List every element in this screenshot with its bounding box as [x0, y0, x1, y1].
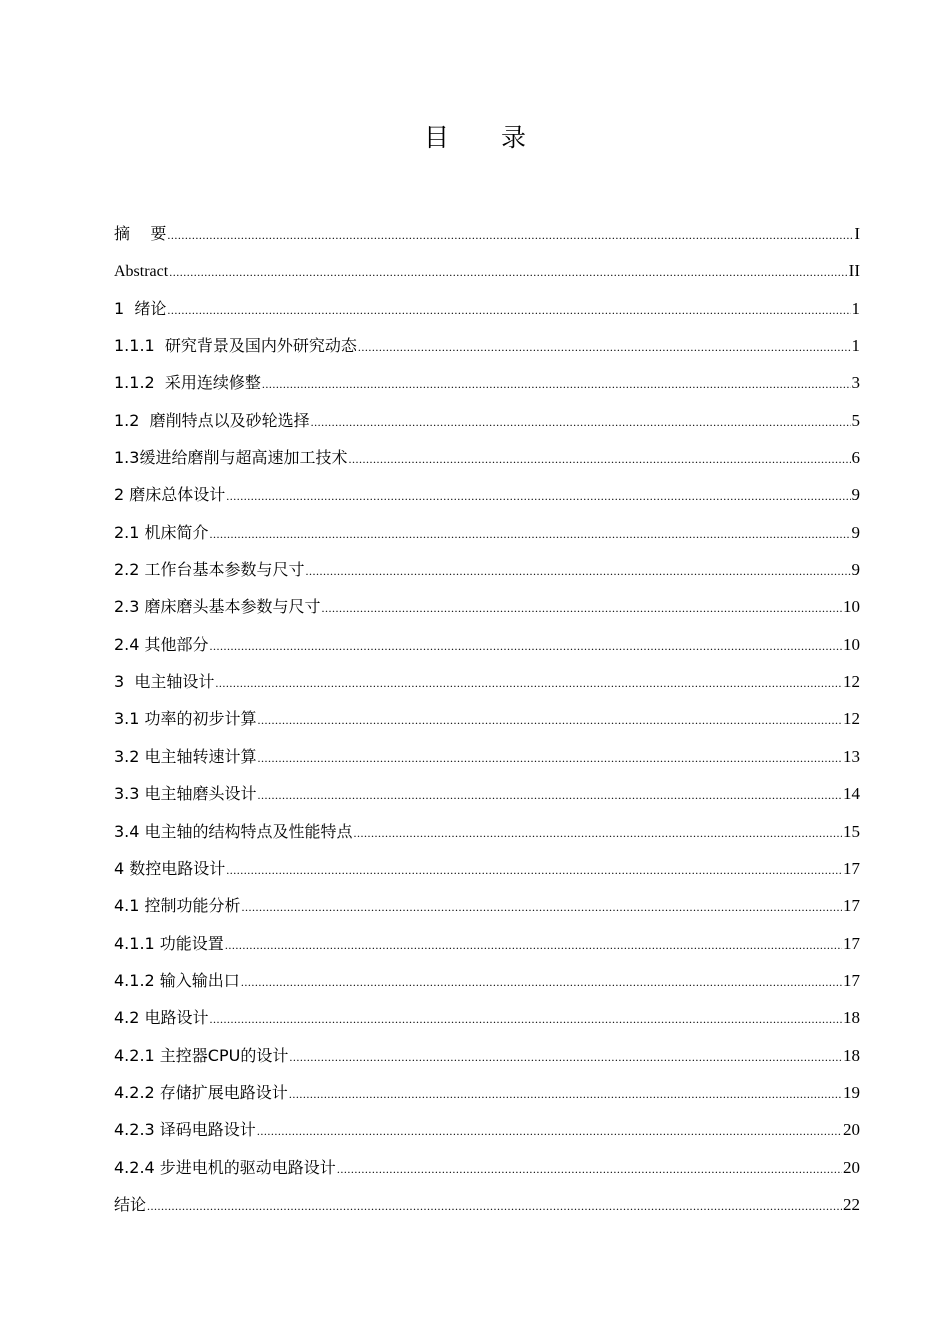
toc-entry[interactable]	[114, 1186, 860, 1223]
toc-entry-label: 2.1 机床简介	[114, 522, 209, 542]
toc-entry-page-number: 17	[843, 970, 860, 990]
toc-entry-label: 3.3 电主轴磨头设计	[114, 784, 257, 804]
toc-entry[interactable]	[114, 514, 860, 551]
toc-entry[interactable]	[114, 813, 860, 850]
toc-entry-label: 2.3 磨床磨头基本参数与尺寸	[114, 597, 321, 617]
table-of-contents	[114, 215, 860, 1223]
toc-entry-page-number: 5	[851, 410, 860, 430]
toc-dot-leader	[258, 740, 842, 777]
page-title: 目 录	[424, 123, 548, 152]
toc-entry-page-number: II	[848, 261, 860, 281]
toc-entry-page-number: 17	[843, 858, 860, 878]
toc-entry-page-number: 17	[843, 933, 860, 953]
toc-dot-leader	[289, 1076, 842, 1113]
toc-entry-page-number: 17	[843, 896, 860, 916]
toc-entry[interactable]	[114, 925, 860, 962]
toc-entry-label: 2.2 工作台基本参数与尺寸	[114, 560, 305, 580]
toc-dot-leader	[226, 852, 842, 889]
toc-entry-page-number: 15	[843, 821, 860, 841]
toc-entry-label: 3.1 功率的初步计算	[114, 709, 257, 729]
toc-dot-leader	[147, 1188, 842, 1225]
toc-dot-leader	[262, 366, 851, 403]
toc-entry[interactable]	[114, 962, 860, 999]
toc-entry[interactable]	[114, 887, 860, 924]
toc-entry[interactable]	[114, 700, 860, 737]
toc-entry-page-number: 9	[851, 522, 860, 542]
toc-entry-page-number: 10	[843, 597, 860, 617]
toc-entry-label: 4 数控电路设计	[114, 858, 226, 878]
toc-dot-leader	[210, 516, 851, 553]
toc-entry[interactable]	[114, 626, 860, 663]
toc-entry[interactable]	[114, 215, 860, 252]
toc-entry-label: Abstract	[114, 263, 169, 281]
toc-entry[interactable]	[114, 476, 860, 513]
toc-entry-page-number: 1	[851, 298, 860, 318]
toc-entry[interactable]	[114, 738, 860, 775]
toc-entry-label: 1.1.2 采用连续修整	[114, 373, 261, 393]
toc-entry-label: 摘 要	[114, 224, 167, 243]
toc-entry-label: 3 电主轴设计	[114, 672, 215, 692]
toc-entry-label: 结论	[114, 1194, 147, 1214]
toc-entry-page-number: 22	[843, 1194, 860, 1214]
toc-entry-page-number: 3	[851, 373, 860, 393]
toc-entry-page-number: 20	[843, 1120, 860, 1140]
toc-entry[interactable]	[114, 999, 860, 1036]
toc-dot-leader	[225, 927, 842, 964]
toc-dot-leader	[242, 889, 842, 926]
toc-entry[interactable]	[114, 402, 860, 439]
toc-entry-page-number: 9	[851, 560, 860, 580]
toc-dot-leader	[215, 665, 842, 702]
toc-entry[interactable]	[114, 775, 860, 812]
toc-dot-leader	[258, 777, 842, 814]
toc-dot-leader	[210, 628, 842, 665]
toc-entry[interactable]	[114, 327, 860, 364]
toc-entry-page-number: 13	[843, 746, 860, 766]
toc-dot-leader	[210, 1001, 842, 1038]
toc-entry-label: 3.2 电主轴转速计算	[114, 746, 257, 766]
toc-entry[interactable]	[114, 1111, 860, 1148]
toc-dot-leader	[306, 553, 851, 590]
toc-entry-page-number: 19	[843, 1082, 860, 1102]
toc-entry-page-number: 18	[843, 1008, 860, 1028]
toc-entry[interactable]	[114, 588, 860, 625]
toc-entry-label: 4.2.2 存储扩展电路设计	[114, 1082, 288, 1102]
toc-entry-page-number: 6	[851, 448, 860, 468]
toc-dot-leader	[167, 292, 850, 329]
toc-entry[interactable]	[114, 1037, 860, 1074]
toc-entry-label: 4.2.1 主控器CPU的设计	[114, 1045, 289, 1065]
toc-entry[interactable]	[114, 1149, 860, 1186]
toc-entry[interactable]	[114, 290, 860, 327]
toc-entry-label: 2.4 其他部分	[114, 634, 209, 654]
toc-dot-leader	[257, 1113, 842, 1150]
toc-entry-label: 4.1.2 输入输出口	[114, 970, 240, 990]
toc-dot-leader	[169, 254, 847, 291]
toc-entry-page-number: 18	[843, 1045, 860, 1065]
toc-entry-label: 2 磨床总体设计	[114, 485, 226, 505]
toc-entry[interactable]	[114, 252, 860, 289]
toc-dot-leader	[241, 964, 842, 1001]
toc-dot-leader	[167, 217, 853, 254]
toc-dot-leader	[258, 702, 842, 739]
toc-entry-label: 4.1.1 功能设置	[114, 933, 224, 953]
toc-entry-page-number: 1	[851, 336, 860, 356]
toc-entry-page-number: 12	[843, 709, 860, 729]
toc-dot-leader	[354, 815, 842, 852]
toc-entry-label: 4.1 控制功能分析	[114, 896, 241, 916]
toc-entry-label: 1.1.1 研究背景及国内外研究动态	[114, 336, 357, 356]
toc-dot-leader	[311, 404, 851, 441]
toc-entry-page-number: 14	[843, 784, 860, 804]
toc-dot-leader	[322, 590, 842, 627]
toc-entry-page-number: I	[854, 224, 860, 243]
toc-dot-leader	[226, 478, 850, 515]
toc-dot-leader	[289, 1039, 842, 1076]
toc-entry-label: 4.2.4 步进电机的驱动电路设计	[114, 1157, 336, 1177]
toc-entry-page-number: 9	[851, 485, 860, 505]
toc-dot-leader	[358, 329, 851, 366]
toc-entry-label: 1.3缓进给磨削与超高速加工技术	[114, 448, 348, 468]
toc-entry-page-number: 12	[843, 672, 860, 692]
toc-entry[interactable]	[114, 551, 860, 588]
toc-entry-label: 4.2.3 译码电路设计	[114, 1120, 256, 1140]
toc-entry-page-number: 10	[843, 634, 860, 654]
toc-entry[interactable]	[114, 1074, 860, 1111]
toc-entry-label: 1 绪论	[114, 298, 167, 318]
toc-entry-label: 1.2 磨削特点以及砂轮选择	[114, 410, 310, 430]
toc-entry-label: 4.2 电路设计	[114, 1008, 209, 1028]
toc-dot-leader	[337, 1151, 842, 1188]
toc-entry-page-number: 20	[843, 1157, 860, 1177]
toc-entry[interactable]	[114, 663, 860, 700]
toc-entry-label: 3.4 电主轴的结构特点及性能特点	[114, 821, 353, 841]
toc-entry[interactable]	[114, 439, 860, 476]
toc-entry[interactable]	[114, 850, 860, 887]
toc-dot-leader	[348, 441, 850, 478]
toc-entry[interactable]	[114, 364, 860, 401]
